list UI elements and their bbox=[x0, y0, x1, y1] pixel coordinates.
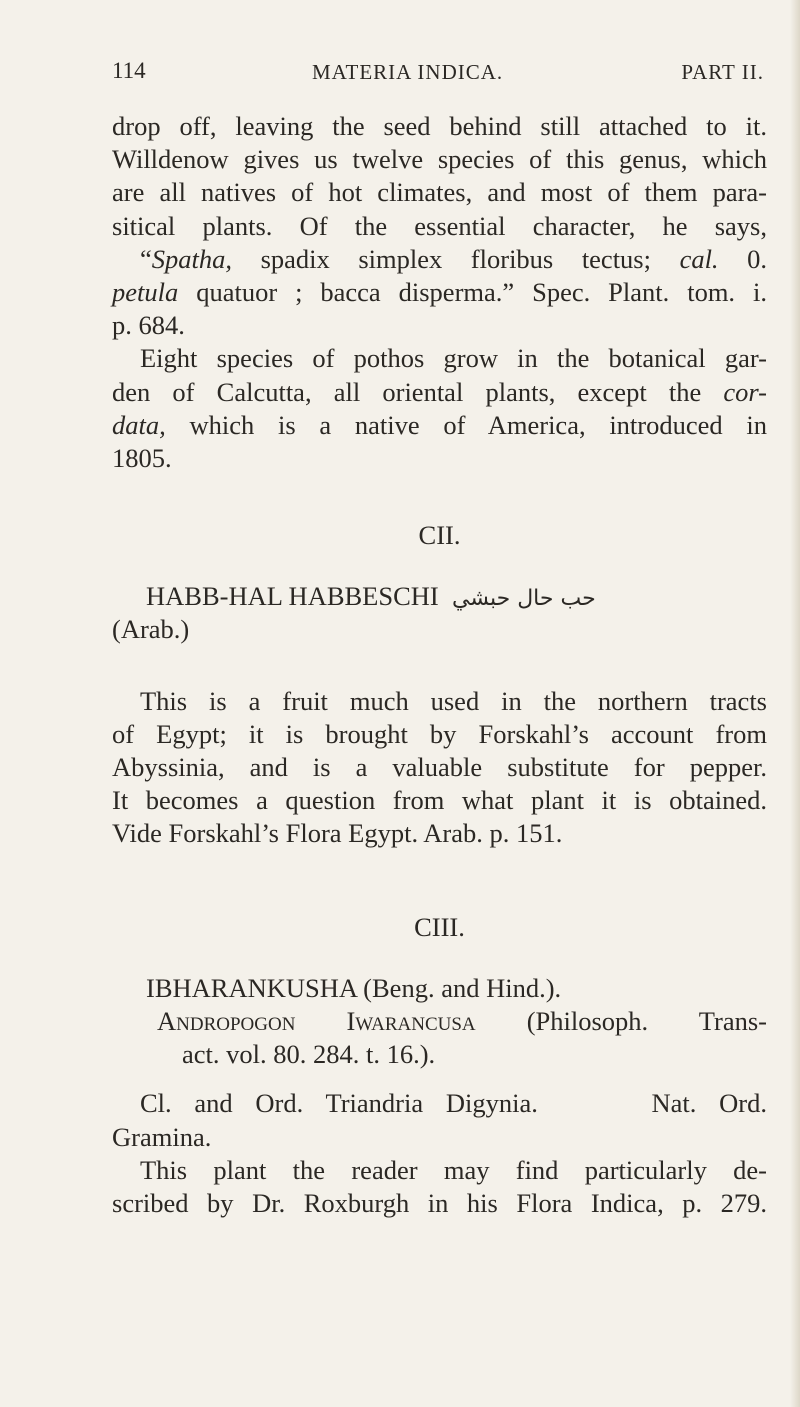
classification-line: Gramina. bbox=[112, 1121, 212, 1152]
running-title: MATERIA INDICA. bbox=[312, 60, 504, 84]
text-line: This is a fruit much used in the northern tracts bbox=[140, 685, 767, 716]
petula-term: petula bbox=[112, 276, 179, 307]
data-term: data, bbox=[112, 409, 166, 440]
section-number-ciii: CIII. bbox=[414, 911, 465, 942]
text-line: Vide Forskahl’s Flora Egypt. Arab. p. 151. bbox=[112, 818, 563, 849]
text-line: This plant the reader may find particularly de- bbox=[140, 1154, 767, 1185]
section-title-cii bbox=[112, 580, 767, 613]
page-body bbox=[112, 110, 767, 1220]
synonym-line: act. vol. 80. 284. t. 16.). bbox=[182, 1039, 436, 1070]
text-line: Eight species of pothos grow in the botanical gar- bbox=[140, 343, 767, 374]
text-line: It becomes a question from what plant it is obtained. bbox=[112, 785, 767, 816]
page-edge-shadow bbox=[790, 0, 800, 1407]
text-line: drop off, leaving the seed behind still attached to it. bbox=[112, 111, 767, 141]
quote-mark: “ bbox=[140, 243, 152, 274]
part-label: PART II. bbox=[681, 60, 764, 84]
spadix-text: spadix simplex floribus tectus; bbox=[232, 243, 680, 274]
arabic-script: حب حال حبشي bbox=[452, 586, 596, 612]
language-label: (Arab.) bbox=[112, 614, 190, 645]
text-line: scribed by Dr. Roxburgh in his Flora Indica, p. 279. bbox=[112, 1187, 767, 1218]
title-text: HABB-HAL HABBESCHI bbox=[146, 581, 439, 612]
text-line: of Egypt; it is brought by Forskahl’s account from bbox=[112, 718, 767, 749]
section-title-ciii: IBHARANKUSHA (Beng. and Hind.). bbox=[146, 972, 562, 1003]
page-number: 114 bbox=[112, 58, 146, 83]
synonym-line bbox=[112, 1005, 767, 1038]
cal-after: 0. bbox=[718, 243, 768, 274]
text-line bbox=[112, 376, 767, 409]
text-line: Abyssinia, and is a valuable substitute for pepper. bbox=[112, 752, 767, 782]
line-rest: which is a native of America, introduced in bbox=[165, 409, 767, 440]
spatha-term: Spatha, bbox=[151, 243, 233, 274]
cal-term: cal. bbox=[679, 243, 719, 274]
text-line bbox=[112, 409, 767, 442]
classification-line: Cl. and Ord. Triandria Digynia. Nat. Ord. bbox=[140, 1088, 767, 1119]
page-reference: p. 684. bbox=[112, 310, 185, 341]
quote-line bbox=[112, 276, 767, 309]
section-number-cii: CII. bbox=[418, 520, 461, 551]
cor-term: cor- bbox=[723, 376, 767, 407]
petula-after: quatuor ; bacca disperma.” Spec. Plant. tom. i. bbox=[178, 276, 767, 307]
synonym-ref: (Philosoph. Trans- bbox=[475, 1005, 767, 1036]
quote-line bbox=[112, 243, 767, 276]
text-line: 1805. bbox=[112, 442, 172, 473]
synonym-name: Andropogon Iwarancusa bbox=[157, 1005, 476, 1036]
running-header bbox=[112, 58, 764, 90]
line-start: den of Calcutta, all oriental plants, except the bbox=[112, 376, 724, 407]
text-line: are all natives of hot climates, and most of them para- bbox=[112, 177, 767, 208]
text-line: Willdenow gives us twelve species of this genus, which bbox=[112, 144, 767, 175]
text-line: sitical plants. Of the essential character, he says, bbox=[112, 210, 767, 241]
